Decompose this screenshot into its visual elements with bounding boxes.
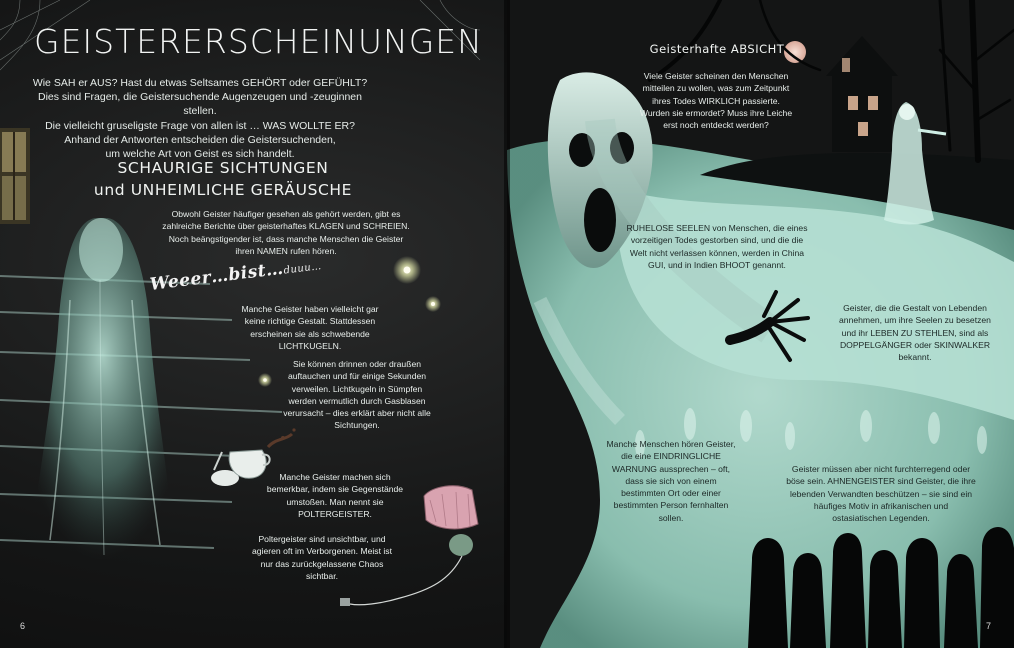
subheading-line: SCHAURIGE SICHTUNGEN (117, 159, 329, 177)
page-number-left: 6 (20, 621, 26, 631)
intro-line: Dies sind Fragen, die Geistersuchende Augenzeugen und -zeuginnen stellen. (38, 91, 362, 118)
paragraph-sightings: Obwohl Geister häufiger gesehen als gehört werden, gibt es zahlreiche Berichte über geisterhaftes KLAGEN und SCHREIEN. Noch beängstigender ist, dass manche Menschen die Geister ihren NAMEN rufen hören. (162, 209, 410, 256)
paragraph-warning: Manche Menschen hören Geister, die eine EINDRINGLICHE WARNUNG aussprechen – oft, dass sie sich von einem bestimmten Ort oder einer bestimmten Person fernhalten sollen. (606, 439, 736, 523)
right-heading: Geisterhafte ABSICHT (649, 42, 785, 56)
intro-line: Anhand der Antworten entscheiden die Geistersuchenden, (64, 133, 336, 146)
paragraph-ancestors: Geister müssen aber nicht furchterregend oder böse sein. AHNENGEISTER sind Geister, die ihre lebenden Verwandten beschützen – sie sind ein häufiges Motiv in afrikanischen und ostasiatischen Legenden. (786, 464, 976, 524)
paragraph-orbs: Manche Geister haben vielleicht gar keine richtige Gestalt. Stattdessen erscheinen sie als schwebende LICHTKUGELN. (241, 304, 379, 351)
intro-line: Die vielleicht gruseligste Frage von allen ist … WAS WOLLTE ER? (45, 119, 355, 132)
subheading-line: und UNHEIMLICHE GERÄUSCHE (93, 181, 353, 199)
section-subheading (92, 157, 354, 201)
paragraph-shapeshifter: Geister, die die Gestalt von Lebenden annehmen, um ihre Seelen zu besetzen und ihr LEBEN ZU STEHLEN, sind als DOPPELGÄNGER oder SKINWALKER bekannt. (839, 303, 991, 363)
paragraph-poltergeist: Manche Geister machen sich bemerkbar, indem sie Gegenstände umstoßen. Man nennt sie POLTERGEISTER. (266, 472, 404, 519)
sound-effect-tail: duuu… (283, 260, 323, 277)
intro-line: um welche Art von Geist es sich handelt. (105, 148, 295, 161)
paragraph-poltergeist-hidden: Poltergeister sind unsichtbar, und agieren oft im Verborgenen. Meist ist nur das zurückgelassene Chaos sichtbar. (252, 534, 392, 581)
sound-effect-main: Weeer…bist… (148, 258, 285, 295)
intro-text (20, 76, 380, 161)
page-number-right: 7 (986, 621, 992, 631)
veiled-ghost (30, 218, 175, 559)
paragraph-intent: Viele Geister scheinen den Menschen mitteilen zu wollen, was zum Zeitpunkt ihres Todes WIRKLICH passierte. Wurden sie ermordet? Muss ihre Leiche erst noch entdeckt werden? (639, 71, 793, 131)
paragraph-orbs-explained: Sie können drinnen oder draußen auftauchen und für einige Sekunden verweilen. Lichtkugeln in Sümpfen werden vermutlich durch Gasblasen verursacht – dies erklärt aber nicht alle Sichtungen. (283, 359, 431, 431)
intro-line: Wie SAH er AUS? Hast du etwas Seltsames GEHÖRT oder GEFÜHLT? (32, 77, 368, 89)
paragraph-restless-souls: RUHELOSE SEELEN von Menschen, die eines vorzeitigen Todes gestorben sind, und die die Welt nicht verlassen können, werden in China GUI, und in Indien BHOOT genannt. (626, 223, 808, 270)
page-title: GEISTERERSCHEINUNGEN (34, 22, 483, 61)
